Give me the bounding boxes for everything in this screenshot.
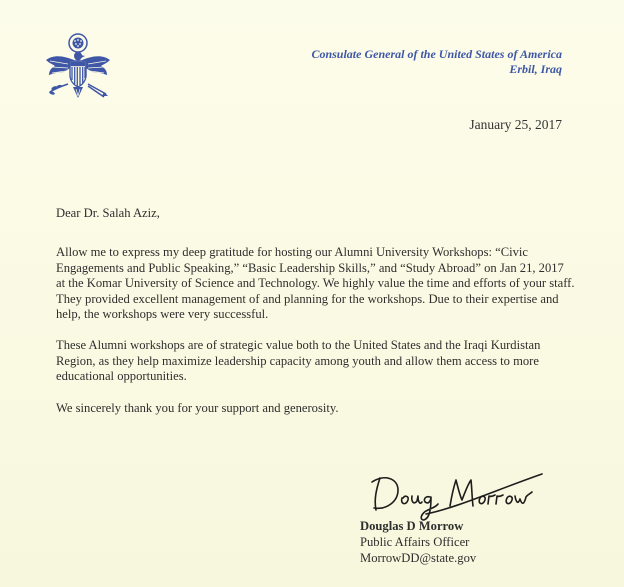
letterhead <box>311 47 562 77</box>
signature-block <box>360 518 476 566</box>
letter-body <box>56 206 576 432</box>
paragraph-3: We sincerely thank you for your support and generosity. <box>56 400 339 415</box>
paragraph-2: These Alumni workshops are of strategic value both to the United States and the Iraqi Kurdistan Region, as they help maximize leadership capacity among youth and allow them access to more educational opportunities. <box>56 338 541 384</box>
salutation: Dear Dr. Salah Aziz, <box>56 206 160 220</box>
us-great-seal-icon <box>40 30 116 106</box>
signatory-name: Douglas D Morrow <box>360 519 464 533</box>
paragraph-1: Allow me to express my deep gratitude for hosting our Alumni University Workshops: “Civic Engagements and Public Speaking,” “Basic Leadership Skills,” and “Study Abroad” on Jan 21, 2017 at the Komar University of Science and Technology. We highly value the time and efforts of your staff. They provided excellent management of and planning for the workshops. Due to their expertise and help, the workshops were very successful. <box>56 245 575 322</box>
signatory-email: MorrowDD@state.gov <box>360 551 477 565</box>
letterhead-consulate: Consulate General of the United States of America <box>311 47 562 61</box>
signatory-title: Public Affairs Officer <box>360 535 470 549</box>
letter-date: January 25, 2017 <box>469 117 562 132</box>
letterhead-location: Erbil, Iraq <box>509 62 562 76</box>
